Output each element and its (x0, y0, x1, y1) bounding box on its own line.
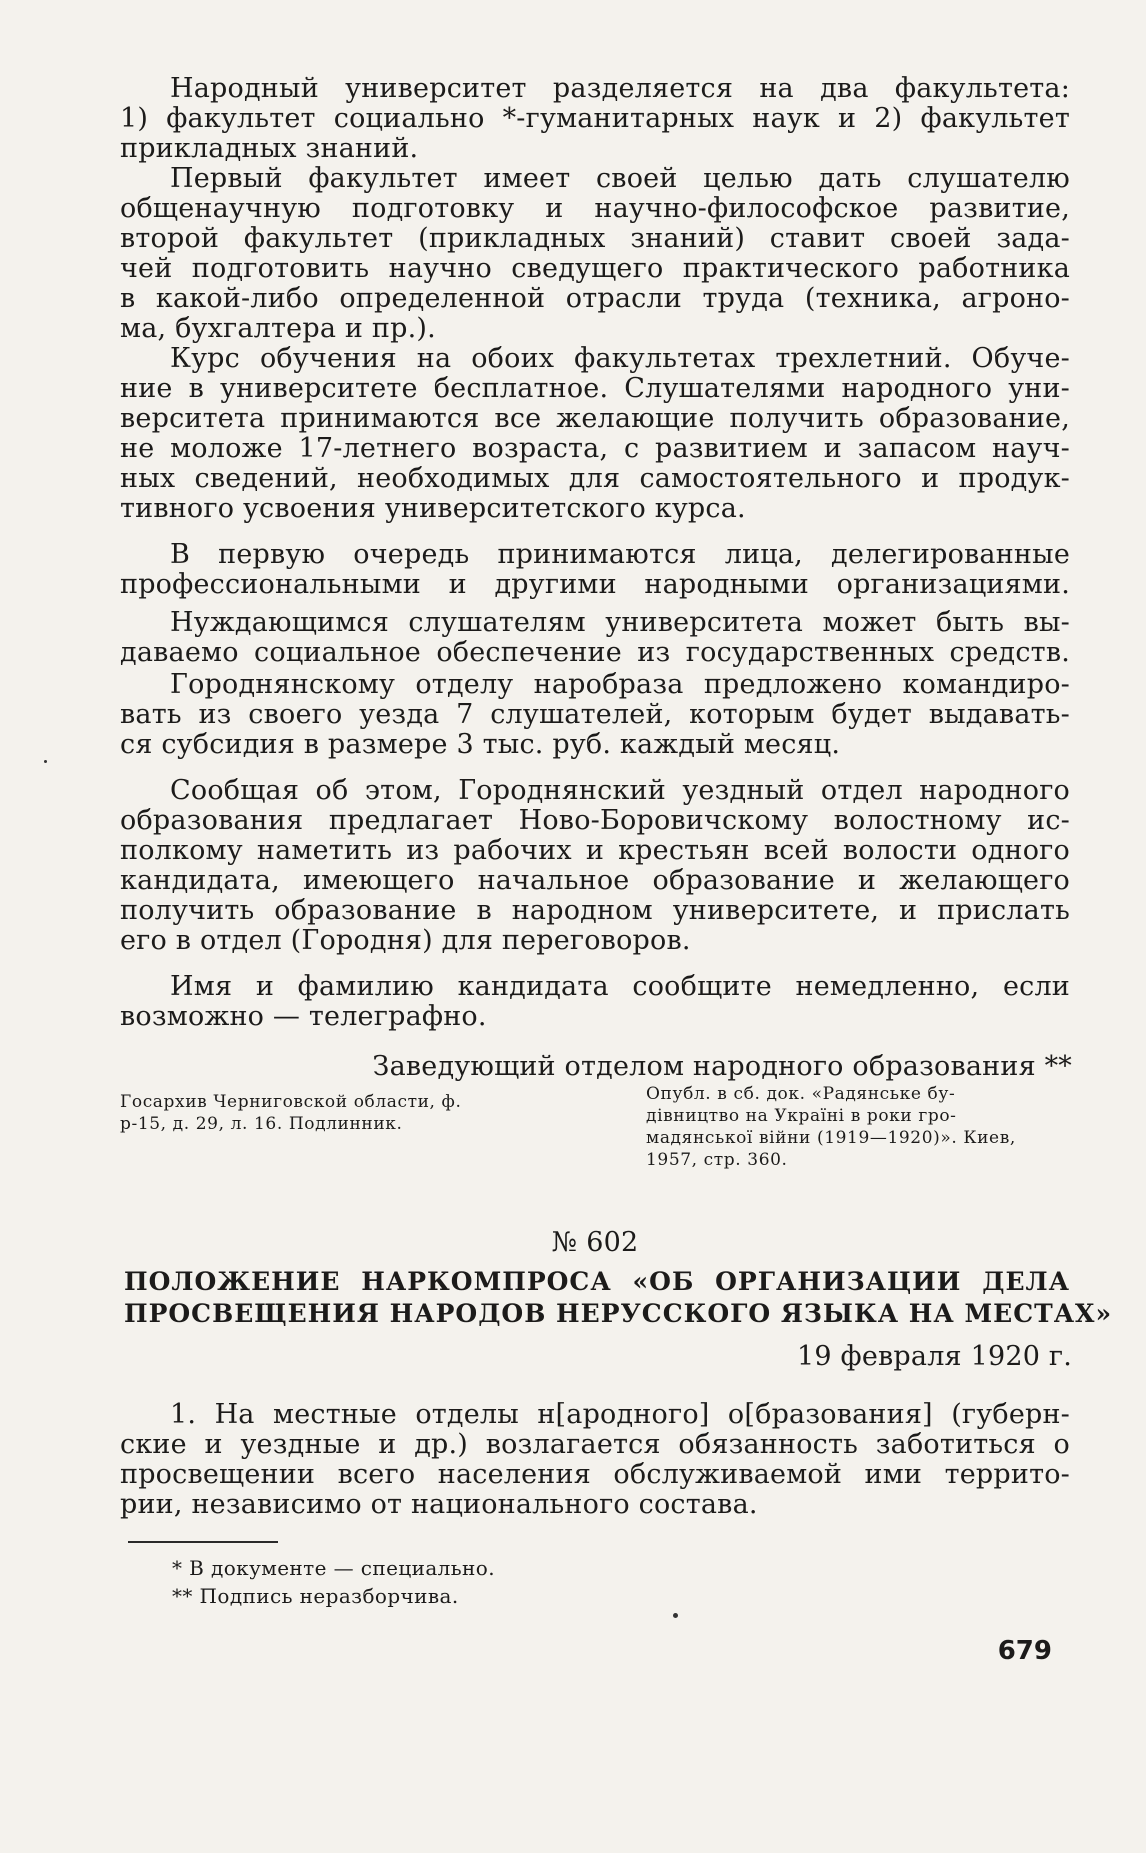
print-speck (673, 1613, 678, 1618)
document-title-line: ПРОСВЕЩЕНИЯ НАРОДОВ НЕРУССКОГО ЯЗЫКА НА МЕСТАХ» (124, 1299, 1113, 1328)
item-line: 1. На местные отделы н[ародного] о[бразования] (губерн- (170, 1399, 1070, 1430)
body-line: профессиональными и другими народными организациями. (120, 569, 1070, 600)
document-date: 19 февраля 1920 г. (796, 1341, 1072, 1372)
body-line: Нуждающимся слушателям университета может быть вы- (170, 607, 1070, 638)
footnote: * В документе — специально. (172, 1556, 495, 1580)
source-left-line: р-15, д. 29, л. 16. Подлинник. (120, 1114, 403, 1134)
body-line: получить образование в народном университете, и прислать (120, 895, 1070, 926)
body-line: Первый факультет имеет своей целью дать слушателю (170, 163, 1070, 194)
body-line: его в отдел (Городня) для переговоров. (120, 925, 691, 956)
footnote-divider (128, 1541, 278, 1543)
body-line: тивного усвоения университетского курса. (120, 493, 746, 524)
item-line: ские и уездные и др.) возлагается обязанность заботиться о (120, 1429, 1070, 1460)
body-line: Курс обучения на обоих факультетах трехлетний. Обуче- (170, 343, 1070, 374)
source-right-line: 1957, стр. 360. (646, 1150, 788, 1170)
body-line: ных сведений, необходимых для самостоятельного и продук- (120, 463, 1070, 494)
body-line: ма, бухгалтера и пр.). (120, 313, 436, 344)
document-number: № 602 (551, 1227, 639, 1258)
body-line: не моложе 17-летнего возраста, с развитием и запасом науч- (120, 433, 1070, 464)
source-left-line: Госархив Черниговской области, ф. (120, 1092, 462, 1112)
body-line: даваемо социальное обеспечение из государственных средств. (120, 637, 1070, 668)
body-line: второй факультет (прикладных знаний) ставит своей зада- (120, 223, 1070, 254)
body-line: общенаучную подготовку и научно-философское развитие, (120, 193, 1070, 224)
body-line: прикладных знаний. (120, 133, 419, 164)
body-line: чей подготовить научно сведущего практического работника (120, 253, 1070, 284)
body-line: В первую очередь принимаются лица, делегированные (170, 539, 1070, 570)
body-line: Сообщая об этом, Городнянский уездный отдел народного (170, 775, 1070, 806)
item-line: рии, независимо от национального состава. (120, 1489, 758, 1520)
body-line: кандидата, имеющего начальное образование и желающего (120, 865, 1070, 896)
print-speck (44, 760, 47, 763)
source-right-line: дівництво на Україні в роки гро- (646, 1106, 957, 1126)
body-line: полкому наметить из рабочих и крестьян всей волости одного (120, 835, 1070, 866)
body-line: возможно — телеграфно. (120, 1001, 487, 1032)
page-number: 679 (997, 1636, 1052, 1666)
signature: Заведующий отделом народного образования ** (372, 1051, 1072, 1082)
source-right-line: Опубл. в сб. док. «Радянське бу- (646, 1084, 956, 1104)
body-line: вать из своего уезда 7 слушателей, которым будет выдавать- (120, 699, 1070, 730)
body-line: в какой-либо определенной отрасли труда (техника, агроно- (120, 283, 1070, 314)
body-line: ние в университете бесплатное. Слушателями народного уни- (120, 373, 1070, 404)
body-line: ся субсидия в размере 3 тыс. руб. каждый месяц. (120, 729, 841, 760)
body-line: Городнянскому отделу наробраза предложено командиро- (170, 669, 1070, 700)
item-line: просвещении всего населения обслуживаемой ими террито- (120, 1459, 1070, 1490)
body-line: 1) факультет социально *-гуманитарных наук и 2) факультет (120, 103, 1070, 134)
body-line: Народный университет разделяется на два факультета: (170, 73, 1070, 104)
document-title-line: ПОЛОЖЕНИЕ НАРКОМПРОСА «ОБ ОРГАНИЗАЦИИ ДЕЛА (124, 1267, 1070, 1296)
body-line: верситета принимаются все желающие получить образование, (120, 403, 1070, 434)
body-line: образования предлагает Ново-Боровичскому волостному ис- (120, 805, 1070, 836)
source-right-line: мадянської війни (1919—1920)». Киев, (646, 1128, 1016, 1148)
footnote: ** Подпись неразборчива. (172, 1584, 459, 1608)
body-line: Имя и фамилию кандидата сообщите немедленно, если (170, 971, 1070, 1002)
